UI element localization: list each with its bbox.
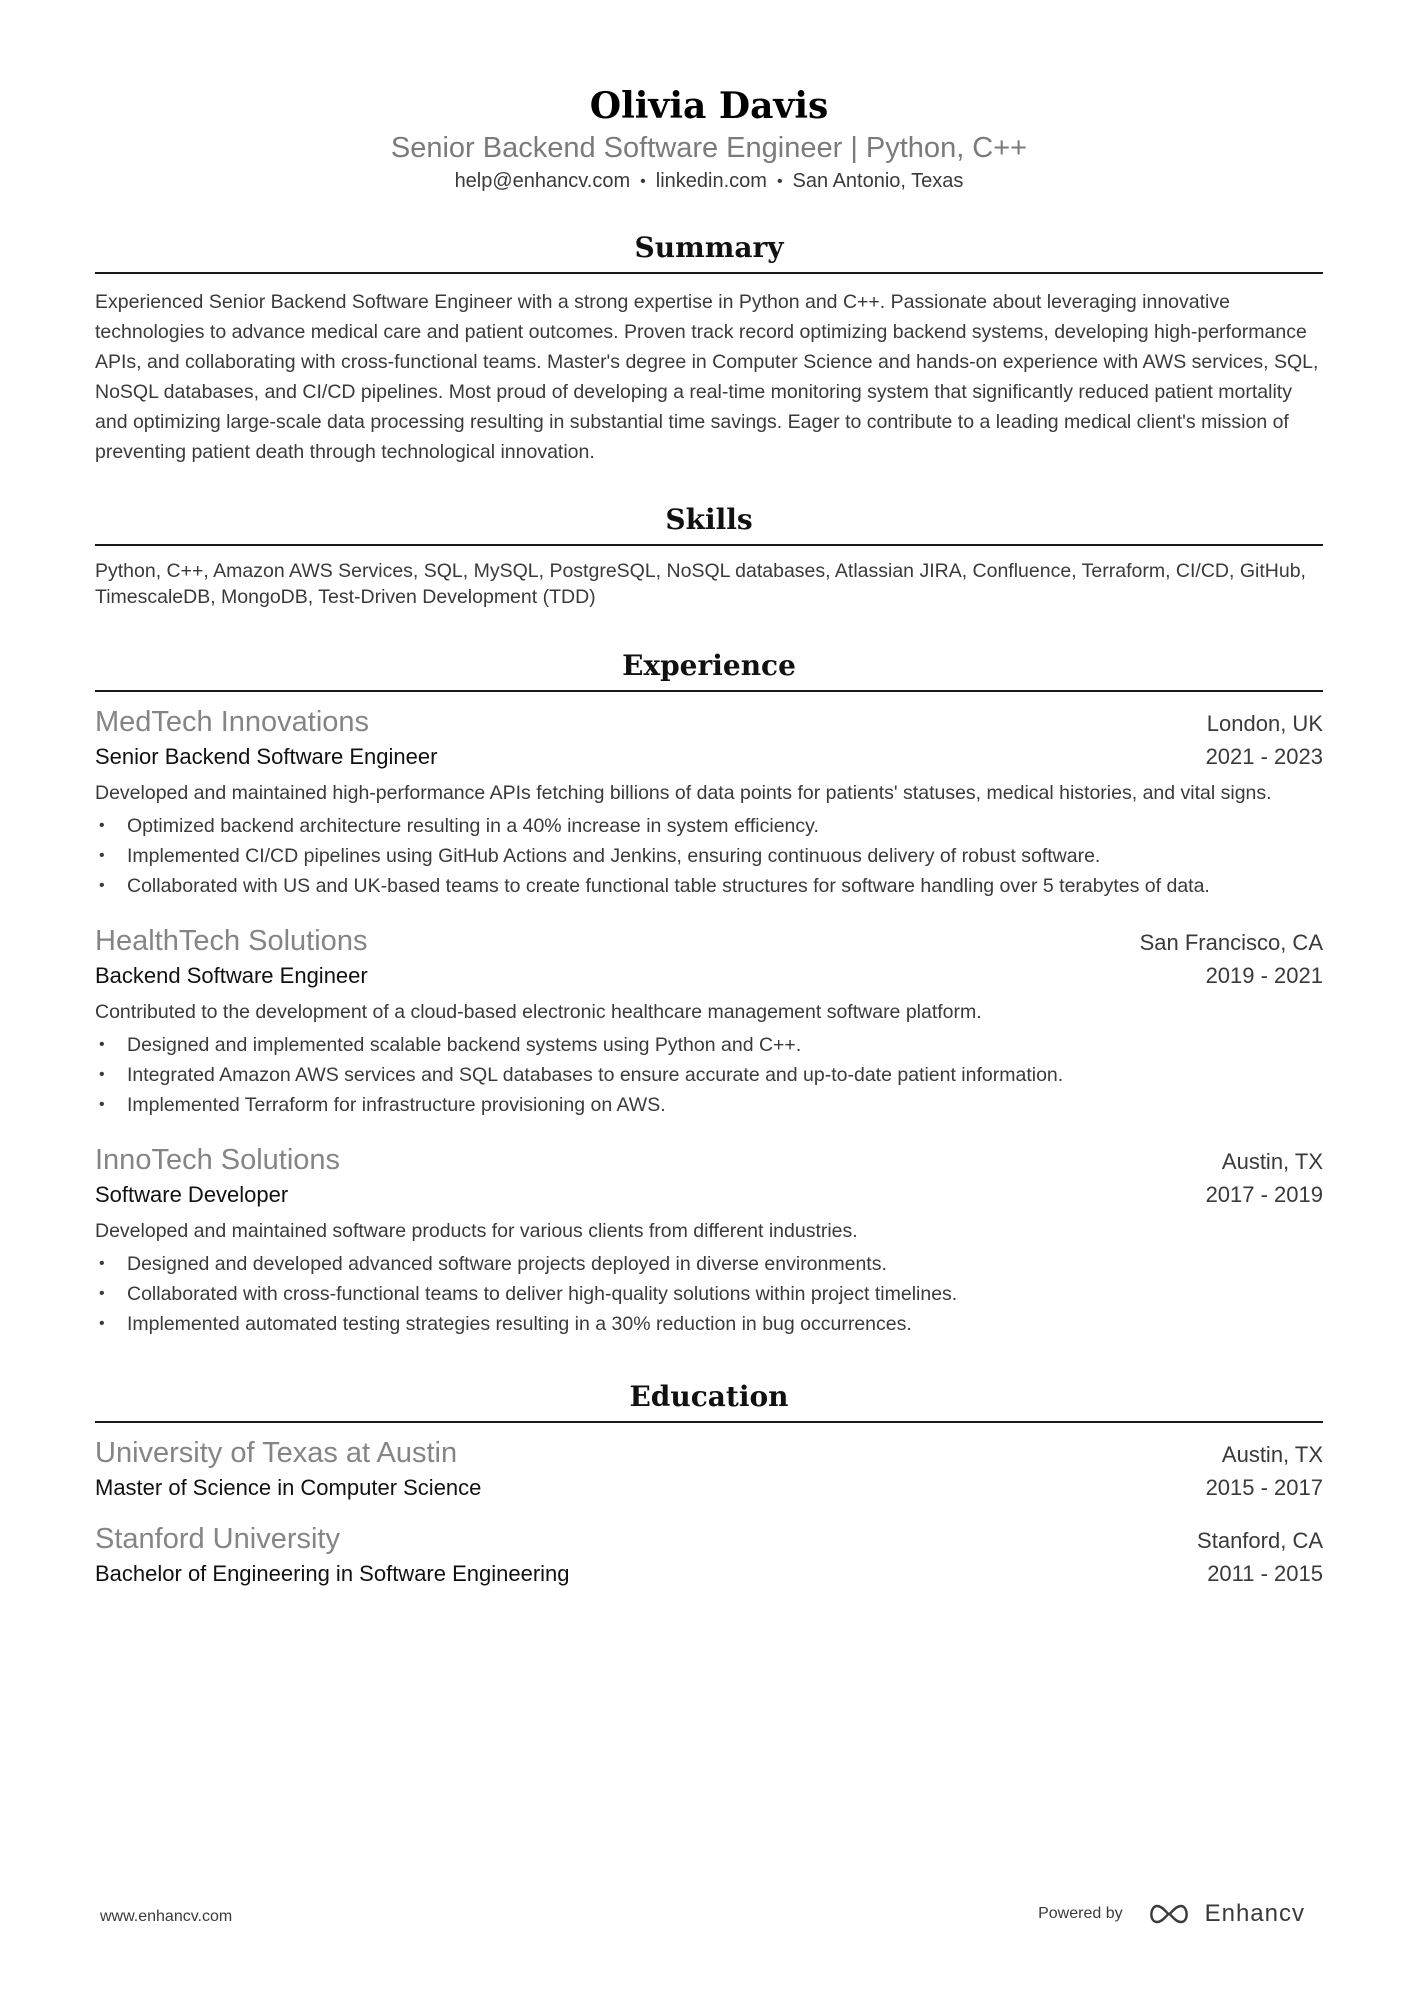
bullet-text: Collaborated with US and UK-based teams to create functional table structures for software handling over 5 terabytes of data. — [127, 875, 1210, 897]
section-title-education: Education — [95, 1379, 1323, 1423]
bullet-icon: • — [99, 1315, 105, 1332]
bullet-icon: • — [99, 1036, 105, 1053]
job-title: Senior Backend Software Engineer — [95, 744, 438, 769]
page-footer — [0, 1900, 1410, 1940]
education-dates: 2015 - 2017 — [1205, 1475, 1323, 1500]
bullet-icon: • — [99, 1096, 105, 1113]
experience-entry — [95, 1142, 1323, 1339]
separator-dot-icon: • — [776, 173, 783, 190]
bullet-text: Integrated Amazon AWS services and SQL databases to ensure accurate and up-to-date patient information. — [127, 1064, 1064, 1086]
candidate-name: Olivia Davis — [589, 85, 829, 127]
bullet-icon: • — [99, 1285, 105, 1302]
bullet-icon: • — [99, 817, 105, 834]
powered-by-badge[interactable] — [1038, 1900, 1305, 1928]
education-entry — [95, 1521, 1323, 1591]
candidate-headline: Senior Backend Software Engineer | Python, C++ — [390, 132, 1028, 164]
job-title: Software Developer — [95, 1182, 289, 1207]
list-item — [95, 1249, 1323, 1279]
enhancv-brand-name: Enhancv — [1204, 1900, 1305, 1927]
school-name: Stanford University — [95, 1523, 340, 1555]
section-title-skills: Skills — [95, 502, 1323, 546]
job-dates: 2017 - 2019 — [1205, 1182, 1323, 1207]
resume-page — [95, 0, 1323, 1591]
bullet-text: Implemented CI/CD pipelines using GitHub Actions and Jenkins, ensuring continuous delivery of robust software. — [127, 845, 1101, 867]
bullet-icon: • — [99, 1255, 105, 1272]
job-dates: 2021 - 2023 — [1205, 744, 1323, 769]
bullet-text: Collaborated with cross-functional teams to deliver high-quality solutions within project timelines. — [127, 1283, 958, 1305]
education-entry — [95, 1435, 1323, 1505]
company-name: HealthTech Solutions — [95, 925, 368, 957]
list-item — [95, 1060, 1323, 1090]
contact-line — [95, 168, 1323, 196]
job-description: Developed and maintained high-performance APIs fetching billions of data points for patients' statuses, medical histories, and vital signs. — [95, 782, 1272, 804]
footer-website-link[interactable]: www.enhancv.com — [100, 1908, 233, 1925]
achievement-list — [95, 1030, 1323, 1120]
degree-name: Bachelor of Engineering in Software Engineering — [95, 1561, 570, 1586]
achievement-list — [95, 1249, 1323, 1339]
bullet-text: Implemented Terraform for infrastructure provisioning on AWS. — [127, 1094, 666, 1116]
achievement-list — [95, 811, 1323, 901]
education-dates: 2011 - 2015 — [1207, 1561, 1323, 1586]
powered-by-label: Powered by — [1038, 1905, 1123, 1922]
contact-linkedin[interactable]: linkedin.com — [655, 170, 767, 192]
company-name: MedTech Innovations — [95, 706, 370, 738]
education-section — [95, 1379, 1323, 1591]
experience-section — [95, 648, 1323, 1339]
bullet-text: Designed and developed advanced software projects deployed in diverse environments. — [127, 1253, 887, 1275]
experience-entry — [95, 704, 1323, 901]
enhancv-logo-icon — [1147, 1902, 1191, 1926]
list-item — [95, 871, 1323, 901]
bullet-icon: • — [99, 1066, 105, 1083]
list-item — [95, 1279, 1323, 1309]
bullet-icon: • — [99, 877, 105, 894]
school-location: Stanford, CA — [1197, 1528, 1323, 1553]
job-location: Austin, TX — [1221, 1149, 1323, 1174]
list-item — [95, 1090, 1323, 1120]
bullet-text: Optimized backend architecture resulting in a 40% increase in system efficiency. — [127, 815, 819, 837]
list-item — [95, 1309, 1323, 1339]
school-name: University of Texas at Austin — [95, 1437, 458, 1469]
list-item — [95, 1030, 1323, 1060]
section-title-summary: Summary — [95, 230, 1323, 274]
experience-entry — [95, 923, 1323, 1120]
contact-location: San Antonio, Texas — [792, 170, 964, 192]
summary-section — [95, 230, 1323, 467]
job-description: Contributed to the development of a cloud-based electronic healthcare management software platform. — [95, 1001, 982, 1023]
job-description: Developed and maintained software products for various clients from different industries. — [95, 1220, 858, 1242]
job-dates: 2019 - 2021 — [1205, 963, 1323, 988]
section-title-experience: Experience — [95, 648, 1323, 692]
bullet-text: Designed and implemented scalable backend systems using Python and C++. — [127, 1034, 802, 1056]
list-item — [95, 811, 1323, 841]
skills-section — [95, 502, 1323, 610]
bullet-text: Implemented automated testing strategies resulting in a 30% reduction in bug occurrences. — [127, 1313, 912, 1335]
bullet-icon: • — [99, 847, 105, 864]
list-item — [95, 841, 1323, 871]
school-location: Austin, TX — [1221, 1442, 1323, 1467]
job-location: San Francisco, CA — [1139, 930, 1323, 955]
resume-header — [95, 0, 1323, 196]
separator-dot-icon: • — [640, 173, 646, 190]
degree-name: Master of Science in Computer Science — [95, 1475, 482, 1500]
summary-text: Experienced Senior Backend Software Engineer with a strong expertise in Python and C++. Passionate about leveraging innovative technologies to advance medical care and patient outcomes. Proven track record optimizing backend systems, developing high-performance APIs, and collaborating with cross-functional teams. Master's degree in Computer Science and hands-on experience with AWS services, SQL, NoSQL databases, and CI/CD pipelines. Most proud of developing a real-time monitoring system that significantly reduced patient mortality and optimizing large-scale data processing resulting in substantial time savings. Eager to contribute to a leading medical client's mission of preventing patient death through technological innovation. — [95, 291, 1319, 463]
skills-text: Python, C++, Amazon AWS Services, SQL, MySQL, PostgreSQL, NoSQL databases, Atlassian JIRA, Confluence, Terraform, CI/CD, GitHub, TimescaleDB, MongoDB, Test-Driven Development (TDD) — [95, 560, 1306, 608]
job-location: London, UK — [1206, 711, 1323, 736]
job-title: Backend Software Engineer — [95, 963, 368, 988]
contact-email[interactable]: help@enhancv.com — [454, 170, 631, 192]
company-name: InnoTech Solutions — [95, 1144, 341, 1176]
